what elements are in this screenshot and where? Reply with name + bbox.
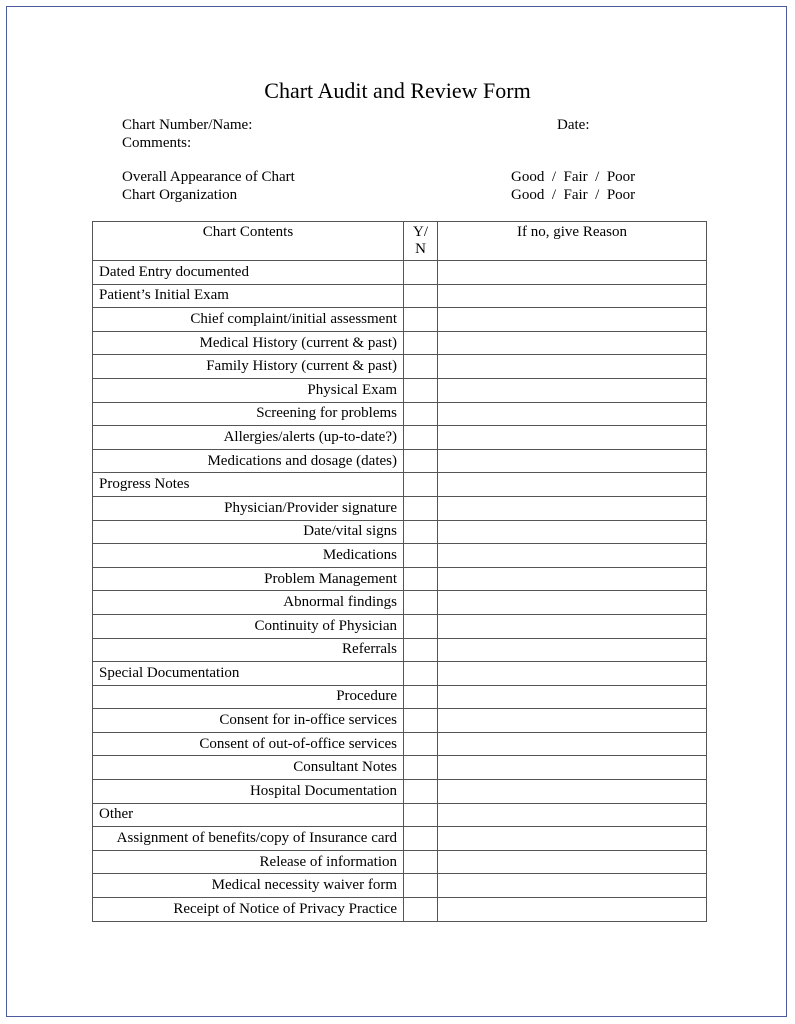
table-row [93,591,707,615]
row-label: Abnormal findings [93,591,404,615]
row-label: Release of information [93,850,404,874]
row-label: Chief complaint/initial assessment [93,308,404,332]
yn-cell[interactable] [404,898,438,922]
row-label: Special Documentation [93,662,404,686]
row-label: Progress Notes [93,473,404,497]
row-label: Physician/Provider signature [93,496,404,520]
reason-cell[interactable] [438,756,707,780]
row-label: Medications and dosage (dates) [93,449,404,473]
yn-cell[interactable] [404,827,438,851]
row-label: Hospital Documentation [93,780,404,804]
reason-cell[interactable] [438,544,707,568]
reason-cell[interactable] [438,284,707,308]
yn-cell[interactable] [404,426,438,450]
reason-cell[interactable] [438,449,707,473]
row-label: Assignment of benefits/copy of Insurance card [93,827,404,851]
table-row [93,780,707,804]
table-row [93,261,707,285]
row-label: Problem Management [93,567,404,591]
yn-cell[interactable] [404,496,438,520]
yn-cell[interactable] [404,850,438,874]
reason-cell[interactable] [438,402,707,426]
table-row [93,402,707,426]
reason-cell[interactable] [438,709,707,733]
reason-cell[interactable] [438,780,707,804]
yn-cell[interactable] [404,355,438,379]
row-label: Consultant Notes [93,756,404,780]
row-label: Allergies/alerts (up-to-date?) [93,426,404,450]
row-label: Receipt of Notice of Privacy Practice [93,898,404,922]
yn-cell[interactable] [404,709,438,733]
yn-cell[interactable] [404,567,438,591]
yn-cell[interactable] [404,284,438,308]
table-row [93,473,707,497]
row-label: Patient’s Initial Exam [93,284,404,308]
yn-cell[interactable] [404,261,438,285]
yn-cell[interactable] [404,780,438,804]
reason-cell[interactable] [438,426,707,450]
table-row [93,544,707,568]
table-row [93,709,707,733]
yn-cell[interactable] [404,756,438,780]
table-row [93,520,707,544]
row-label: Medical History (current & past) [93,331,404,355]
table-row [93,850,707,874]
reason-cell[interactable] [438,378,707,402]
reason-cell[interactable] [438,496,707,520]
form-title: Chart Audit and Review Form [264,78,531,103]
appearance-rating: Good / Fair / Poor [511,169,636,185]
row-label: Procedure [93,685,404,709]
reason-cell[interactable] [438,898,707,922]
reason-cell[interactable] [438,591,707,615]
table-row [93,449,707,473]
row-label: Screening for problems [93,402,404,426]
row-label: Physical Exam [93,378,404,402]
reason-cell[interactable] [438,355,707,379]
column-header-yn: Y/ N [404,222,438,261]
organization-rating: Good / Fair / Poor [511,187,636,203]
yn-cell[interactable] [404,544,438,568]
date-label: Date: [557,117,590,133]
reason-cell[interactable] [438,473,707,497]
reason-cell[interactable] [438,331,707,355]
reason-cell[interactable] [438,685,707,709]
table-row [93,614,707,638]
column-header-contents: Chart Contents [93,222,404,261]
reason-cell[interactable] [438,803,707,827]
row-label: Medications [93,544,404,568]
reason-cell[interactable] [438,614,707,638]
yn-cell[interactable] [404,331,438,355]
yn-cell[interactable] [404,520,438,544]
column-header-reason: If no, give Reason [438,222,707,261]
table-row [93,355,707,379]
yn-cell[interactable] [404,803,438,827]
row-label: Consent of out-of-office services [93,732,404,756]
yn-cell[interactable] [404,662,438,686]
row-label: Date/vital signs [93,520,404,544]
table-row [93,638,707,662]
chart-number-label: Chart Number/Name: [122,117,253,133]
table-row [93,378,707,402]
reason-cell[interactable] [438,308,707,332]
yn-cell[interactable] [404,591,438,615]
yn-cell[interactable] [404,473,438,497]
reason-cell[interactable] [438,827,707,851]
table-row [93,874,707,898]
table-row [93,898,707,922]
table-row [93,732,707,756]
table-row [93,567,707,591]
yn-cell[interactable] [404,614,438,638]
table-row [93,662,707,686]
reason-cell[interactable] [438,662,707,686]
reason-cell[interactable] [438,567,707,591]
row-label: Family History (current & past) [93,355,404,379]
yn-cell[interactable] [404,378,438,402]
row-label: Dated Entry documented [93,261,404,285]
appearance-label: Overall Appearance of Chart [122,169,295,185]
table-header-row [93,222,707,261]
reason-cell[interactable] [438,732,707,756]
table-row [93,284,707,308]
yn-cell[interactable] [404,449,438,473]
yn-cell[interactable] [404,732,438,756]
row-label: Other [93,803,404,827]
reason-cell[interactable] [438,850,707,874]
table-row [93,803,707,827]
reason-cell[interactable] [438,261,707,285]
table-row [93,426,707,450]
organization-label: Chart Organization [122,187,238,203]
table-row [93,308,707,332]
yn-cell[interactable] [404,685,438,709]
comments-label: Comments: [122,135,192,151]
row-label: Continuity of Physician [93,614,404,638]
table-row [93,496,707,520]
yn-cell[interactable] [404,402,438,426]
row-label: Medical necessity waiver form [93,874,404,898]
reason-cell[interactable] [438,874,707,898]
table-row [93,685,707,709]
table-row [93,827,707,851]
yn-cell[interactable] [404,638,438,662]
table-row [93,331,707,355]
yn-cell[interactable] [404,308,438,332]
reason-cell[interactable] [438,520,707,544]
yn-cell[interactable] [404,874,438,898]
reason-cell[interactable] [438,638,707,662]
row-label: Referrals [93,638,404,662]
row-label: Consent for in-office services [93,709,404,733]
table-row [93,756,707,780]
audit-table [92,221,707,922]
